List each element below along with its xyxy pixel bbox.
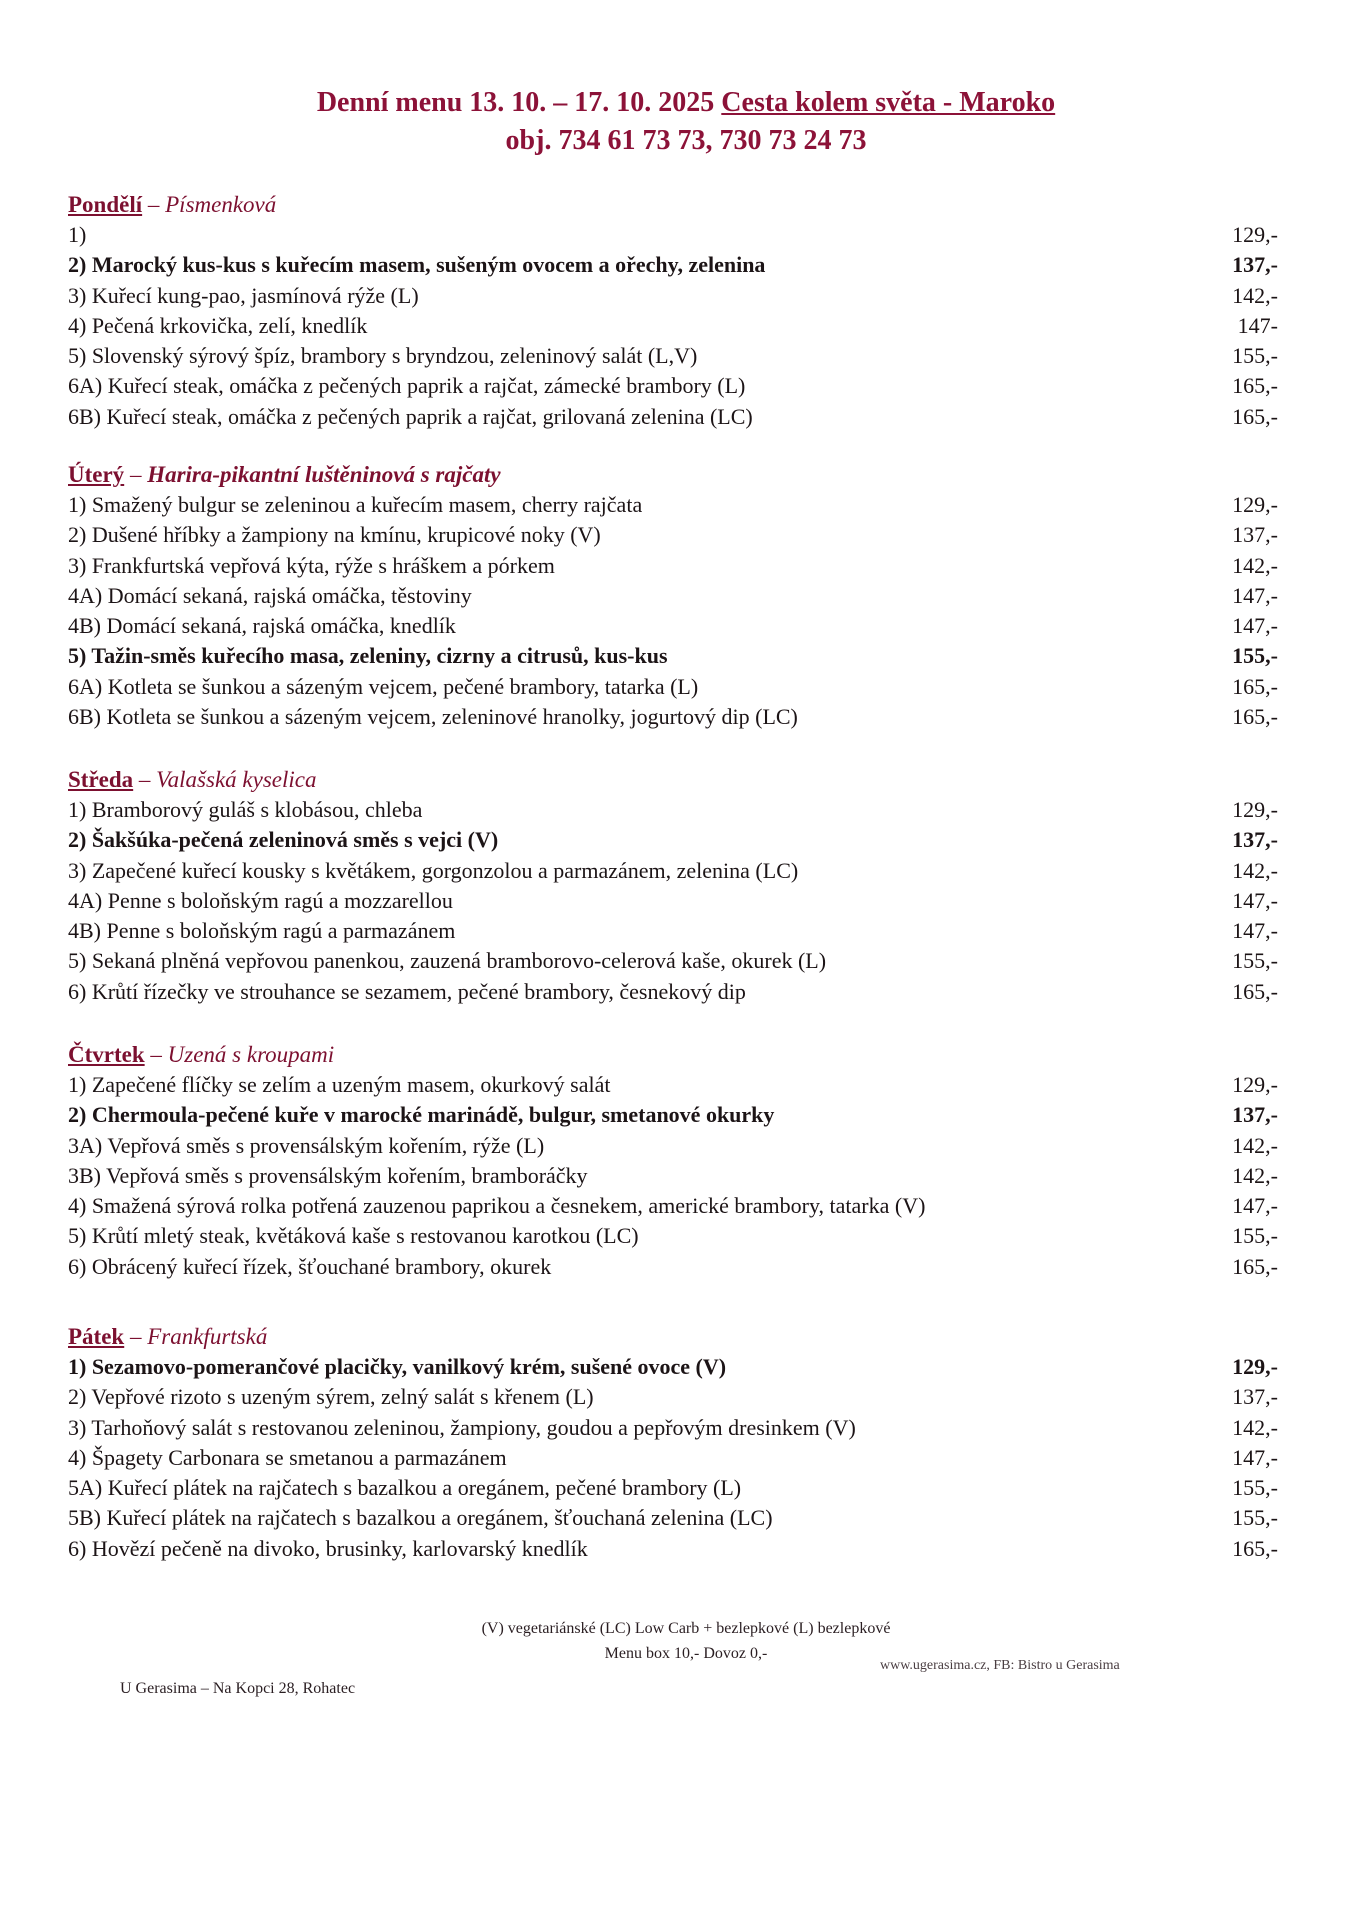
menu-item-label: 5) Sekaná plněná vepřovou panenkou, zauzená bramborovo-celerová kaše, okurek (L)	[68, 948, 827, 974]
menu-item-price: 147-	[1237, 312, 1278, 338]
day-title	[68, 1322, 1278, 1352]
day-name: Pátek	[68, 1324, 125, 1349]
menu-item-label: 4B) Penne s boloňským ragú a parmazánem	[68, 918, 456, 944]
menu-item-price: 129,-	[1232, 1072, 1278, 1097]
menu-item-price: 147,-	[1232, 887, 1278, 913]
menu-item-label: 3) Kuřecí kung-pao, jasmínová rýže (L)	[68, 282, 419, 308]
menu-item	[68, 702, 1278, 732]
menu-item	[68, 341, 1278, 371]
menu-item	[68, 672, 1278, 702]
menu-item-label: 6) Krůtí řízečky ve strouhance se sezamem, pečené brambory, česnekový dip	[68, 978, 746, 1004]
soup-of-day: Harira-pikantní luštěninová s rajčaty	[147, 462, 501, 487]
menu-item-label: 5B) Kuřecí plátek na rajčatech s bazalkou a oregánem, šťouchaná zelenina (LC)	[68, 1505, 773, 1531]
menu-item	[68, 250, 1278, 280]
menu-item	[68, 825, 1278, 855]
menu-item	[68, 1352, 1278, 1382]
menu-item-price: 165,-	[1232, 373, 1278, 399]
menu-item	[68, 1191, 1278, 1221]
day-title	[68, 460, 1278, 490]
menu-item-price: 137,-	[1232, 1102, 1278, 1128]
menu-item-label: 4) Smažená sýrová rolka potřená zauzenou paprikou a česnekem, americké brambory, tatarka (V)	[68, 1193, 926, 1219]
menu-item-label: 3) Zapečené kuřecí kousky s květákem, gorgonzolou a parmazánem, zelenina (LC)	[68, 857, 799, 883]
restaurant-address: U Gerasima – Na Kopci 28, Rohatec	[120, 1680, 356, 1697]
menu-box-delivery: Menu box 10,- Dovoz 0,-	[604, 1645, 768, 1662]
menu-item-label: 6A) Kotleta se šunkou a sázeným vejcem, pečené brambory, tatarka (L)	[68, 673, 699, 699]
menu-item	[68, 1131, 1278, 1161]
menu-item	[68, 611, 1278, 641]
header-dates: Denní menu 13. 10. – 17. 10. 2025	[316, 87, 722, 118]
menu-item	[68, 795, 1278, 825]
menu-item-label: 2) Marocký kus-kus s kuřecím masem, sušeným ovocem a ořechy, zelenina	[68, 252, 766, 278]
menu-item-price: 155,-	[1232, 948, 1278, 974]
menu-item-label: 2) Dušené hříbky a žampiony na kmínu, krupicové noky (V)	[68, 522, 601, 548]
menu-item	[68, 1100, 1278, 1130]
menu-item-label: 6A) Kuřecí steak, omáčka z pečených paprik a rajčat, zámecké brambory (L)	[68, 373, 746, 399]
menu-item-price: 142,-	[1232, 1162, 1278, 1188]
menu-item-label: 1)	[68, 222, 87, 247]
menu-item-price: 165,-	[1232, 978, 1278, 1004]
menu-item-price: 129,-	[1232, 1354, 1278, 1379]
day-title	[68, 190, 1278, 220]
menu-item	[68, 1252, 1278, 1282]
day-section-wednesday	[68, 765, 1278, 1007]
menu-item-label: 3) Tarhoňový salát s restovanou zeleninou, žampiony, goudou a pepřovým dresinkem (V)	[68, 1414, 856, 1440]
menu-item-price: 155,-	[1232, 343, 1278, 369]
menu-item-price: 147,-	[1232, 1444, 1278, 1470]
menu-item	[68, 311, 1278, 341]
menu-item-label: 2) Chermoula-pečené kuře v marocké marinádě, bulgur, smetanové okurky	[68, 1102, 775, 1128]
menu-item-label: 4) Špagety Carbonara se smetanou a parmazánem	[68, 1444, 507, 1470]
day-name: Úterý	[68, 462, 125, 487]
day-section-thursday	[68, 1040, 1278, 1282]
menu-item-price: 142,-	[1232, 1132, 1278, 1158]
soup-of-day: Frankfurtská	[147, 1324, 268, 1349]
day-separator: –	[124, 1324, 148, 1349]
menu-item-price: 142,-	[1232, 1414, 1278, 1440]
menu-item-price: 155,-	[1232, 643, 1278, 669]
menu-item	[68, 490, 1278, 520]
menu-item-label: 5A) Kuřecí plátek na rajčatech s bazalkou a oregánem, pečené brambory (L)	[68, 1475, 742, 1501]
menu-item	[68, 1161, 1278, 1191]
diet-legend: (V) vegetariánské (LC) Low Carb + bezlepkové (L) bezlepkové	[481, 1620, 891, 1637]
menu-item	[68, 1413, 1278, 1443]
day-section-friday	[68, 1322, 1278, 1564]
menu-item	[68, 402, 1278, 432]
menu-item-label: 1) Zapečené flíčky se zelím a uzeným masem, okurkový salát	[68, 1072, 611, 1097]
menu-item-price: 137,-	[1232, 522, 1278, 548]
menu-item-label: 4) Pečená krkovička, zelí, knedlík	[68, 312, 368, 338]
menu-item	[68, 520, 1278, 550]
menu-item-price: 137,-	[1232, 1384, 1278, 1410]
menu-item-price: 147,-	[1232, 613, 1278, 639]
menu-item	[68, 1382, 1278, 1412]
menu-item	[68, 977, 1278, 1007]
soup-of-day: Písmenková	[165, 192, 277, 217]
menu-header	[0, 84, 1372, 160]
menu-item	[68, 641, 1278, 671]
menu-item	[68, 220, 1278, 250]
menu-item-label: 1) Bramborový guláš s klobásou, chleba	[68, 797, 423, 822]
menu-item-price: 147,-	[1232, 1193, 1278, 1219]
soup-of-day: Valašská kyselica	[156, 767, 317, 792]
menu-item	[68, 1503, 1278, 1533]
menu-item-price: 137,-	[1232, 252, 1278, 278]
day-name: Pondělí	[68, 192, 143, 217]
day-title	[68, 1040, 1278, 1070]
menu-item-price: 137,-	[1232, 827, 1278, 853]
menu-item-label: 3A) Vepřová směs s provensálským kořením, rýže (L)	[68, 1132, 545, 1158]
menu-item-price: 129,-	[1232, 797, 1278, 822]
menu-item-label: 5) Krůtí mletý steak, květáková kaše s restovanou karotkou (LC)	[68, 1223, 639, 1249]
menu-item-price: 142,-	[1232, 552, 1278, 578]
menu-item-label: 3) Frankfurtská vepřová kýta, rýže s hráškem a pórkem	[68, 552, 555, 578]
menu-item-price: 155,-	[1232, 1505, 1278, 1531]
menu-item	[68, 856, 1278, 886]
day-separator: –	[124, 462, 148, 487]
menu-item-price: 165,-	[1232, 1535, 1278, 1561]
menu-item-label: 2) Vepřové rizoto s uzeným sýrem, zelný salát s křenem (L)	[68, 1384, 594, 1410]
day-separator: –	[144, 1042, 168, 1067]
menu-item-price: 165,-	[1232, 704, 1278, 730]
menu-item-label: 4A) Penne s boloňským ragú a mozzarellou	[68, 887, 453, 913]
menu-item	[68, 1070, 1278, 1100]
day-separator: –	[142, 192, 166, 217]
menu-item-label: 5) Slovenský sýrový špíz, brambory s bryndzou, zeleninový salát (L,V)	[68, 343, 698, 369]
menu-item-label: 5) Tažin-směs kuřecího masa, zeleniny, cizrny a citrusů, kus-kus	[68, 643, 668, 669]
menu-item-label: 4B) Domácí sekaná, rajská omáčka, knedlík	[68, 613, 456, 639]
menu-item-price: 147,-	[1232, 582, 1278, 608]
menu-item-price: 142,-	[1232, 282, 1278, 308]
menu-item	[68, 1473, 1278, 1503]
day-section-monday	[68, 190, 1278, 432]
menu-item-price: 155,-	[1232, 1475, 1278, 1501]
menu-item	[68, 371, 1278, 401]
menu-item-price: 165,-	[1232, 1253, 1278, 1279]
header-title-line	[0, 84, 1372, 122]
menu-item	[68, 886, 1278, 916]
menu-item-label: 6B) Kuřecí steak, omáčka z pečených paprik a rajčat, grilovaná zelenina (LC)	[68, 403, 753, 429]
menu-item-label: 6) Hovězí pečeně na divoko, brusinky, karlovarský knedlík	[68, 1535, 588, 1561]
menu-item	[68, 1534, 1278, 1564]
menu-item-label: 1) Smažený bulgur se zeleninou a kuřecím masem, cherry rajčata	[68, 492, 643, 517]
day-name: Čtvrtek	[68, 1042, 145, 1067]
menu-item-price: 142,-	[1232, 857, 1278, 883]
menu-item	[68, 1221, 1278, 1251]
menu-item	[68, 281, 1278, 311]
menu-item	[68, 551, 1278, 581]
menu-item	[68, 1443, 1278, 1473]
menu-item-label: 2) Šakšúka-pečená zeleninová směs s vejci (V)	[68, 827, 499, 853]
menu-item	[68, 946, 1278, 976]
day-title	[68, 765, 1278, 795]
menu-item-label: 1) Sezamovo-pomerančové placičky, vanilkový krém, sušené ovoce (V)	[68, 1354, 727, 1379]
soup-of-day: Uzená s kroupami	[167, 1042, 335, 1067]
menu-item-label: 6) Obrácený kuřecí řízek, šťouchané brambory, okurek	[68, 1253, 552, 1279]
header-theme: Cesta kolem světa - Maroko	[721, 87, 1056, 118]
menu-item	[68, 916, 1278, 946]
header-phone: obj. 734 61 73 73, 730 73 24 73	[505, 125, 867, 156]
menu-item-price: 129,-	[1232, 222, 1278, 247]
menu-item-price: 165,-	[1232, 403, 1278, 429]
menu-item	[68, 581, 1278, 611]
menu-item-label: 3B) Vepřová směs s provensálským kořením, bramboráčky	[68, 1162, 588, 1188]
menu-item-price: 165,-	[1232, 673, 1278, 699]
menu-item-price: 147,-	[1232, 918, 1278, 944]
restaurant-web: www.ugerasima.cz, FB: Bistro u Gerasima	[880, 1658, 1120, 1673]
menu-item-label: 4A) Domácí sekaná, rajská omáčka, těstoviny	[68, 582, 472, 608]
menu-item-price: 155,-	[1232, 1223, 1278, 1249]
day-section-tuesday	[68, 460, 1278, 732]
menu-item-label: 6B) Kotleta se šunkou a sázeným vejcem, zeleninové hranolky, jogurtový dip (LC)	[68, 704, 798, 730]
menu-item-price: 129,-	[1232, 492, 1278, 517]
day-separator: –	[133, 767, 157, 792]
day-name: Středa	[68, 767, 134, 792]
